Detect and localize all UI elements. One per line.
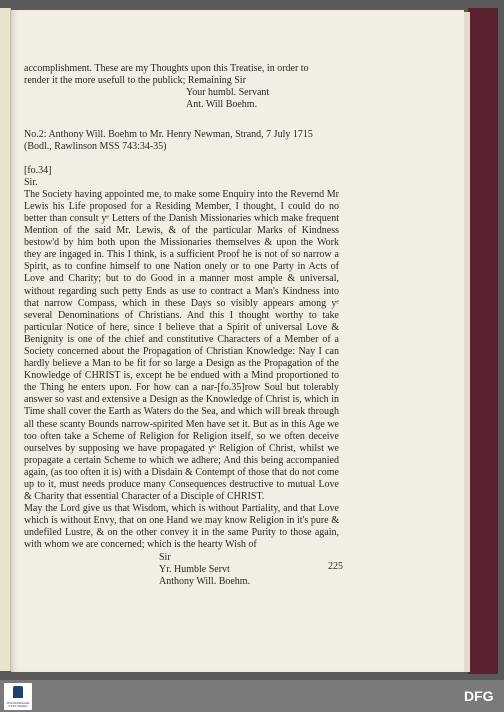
building-icon bbox=[13, 686, 23, 698]
folio-marker: [fo.34] bbox=[24, 164, 52, 176]
page-number: 225 bbox=[328, 561, 343, 572]
letter-source: (Bodl., Rawlinson MSS 743:34-35) bbox=[24, 141, 167, 153]
closing-line: Your humbl. Servant bbox=[186, 87, 270, 99]
salutation: Sir. bbox=[24, 176, 38, 188]
text-line: accomplishment. These are my Thoughts upon this Treatise, in order to bbox=[24, 63, 309, 74]
book-cover bbox=[468, 8, 498, 674]
page-text bbox=[24, 63, 339, 588]
left-page-edge bbox=[0, 8, 11, 671]
viewer-footer bbox=[0, 680, 504, 712]
dfg-logo[interactable]: DFG bbox=[464, 688, 494, 704]
body-paragraph: The Society having appointed me, to make some Enquiry into the Revernd Mr Lewis his Life proposed for a Residing Member, I thought, I could do no better than consult yᵉ Letters of the Danish Missionaries which make frequent Mention of the said Mr. Lewis, & of the particular Marks of Kindness bestow'd by him both upon the Missionaries themselves & upon the Work they are ingaged in. This I think, is a sufficient Proof he is not of so narrow a Spirit, as to confine himself to one Nation onely or to one Party in Acts of Love and Charity; but to do Good in a manner most ample & universal, without regarding such petty Ends as use to contract a Man's Kindness into that narrow Compass, which in these Days so visibly appears among yᵉ several Denominations of Christians. And this I thought worthy to take particular Notice of here, since I believe that a Spirit of universal Love & Benignity is one of the chief and constitutive Characters of a Member of a Society concerned about the Propagation of Christian Knowledge: Nay I can hardly believe a Man to be fit for so large a Design as the Propagation of the Knowledge of CHRIST is, except he be endued with a Mind proportioned to the Thing he enters upon. For how can a nar-[fo.35]row Soul but tolerably answer so vast and extensive a Design as the Knowledge of Christ is, which in Time shall cover the Earth as Waters do the Sea, and which will break through all these scanty Bounds narrow-spirited Men have set it. But as in this Age we too often take a Scheme of Religion for Religion itself, so we often deceive ourselves by supposing we have propagated yᵉ Religion of Christ, whilst we propagate a certain Scheme to which we adhere; And this being accompanied again, (as too often it is) with a Disdain & Contempt of those that do not come up to it, must needs produce many Consequences destructive to mutual Love & Charity that essential Character of a Disciple of CHRIST. bbox=[24, 188, 339, 503]
signature: Anthony Will. Boehm. bbox=[159, 575, 251, 587]
closing-line: Yr. Humble Servt bbox=[159, 563, 230, 575]
text-line: render it the more usefull to the publick; Remaining Sir bbox=[24, 75, 246, 87]
body-paragraph: May the Lord give us that Wisdom, which is without Partiality, and that Love which is without Envy, that on one Hand we may know Religion in it's pure & undefiled Lustre, & on the other convey it in the same Purity to those again, with whom we are concerned; which is the hearty Wish of bbox=[24, 503, 339, 551]
closing-line: Sir bbox=[159, 551, 171, 563]
institution-logo[interactable] bbox=[4, 683, 32, 710]
letter-heading: No.2: Anthony Will. Boehm to Mr. Henry Newman, Strand, 7 July 1715 bbox=[24, 129, 313, 141]
logo-text: FRANCKESCHE STIFTUNGEN bbox=[6, 701, 30, 708]
signature: Ant. Will Boehm. bbox=[186, 99, 258, 111]
